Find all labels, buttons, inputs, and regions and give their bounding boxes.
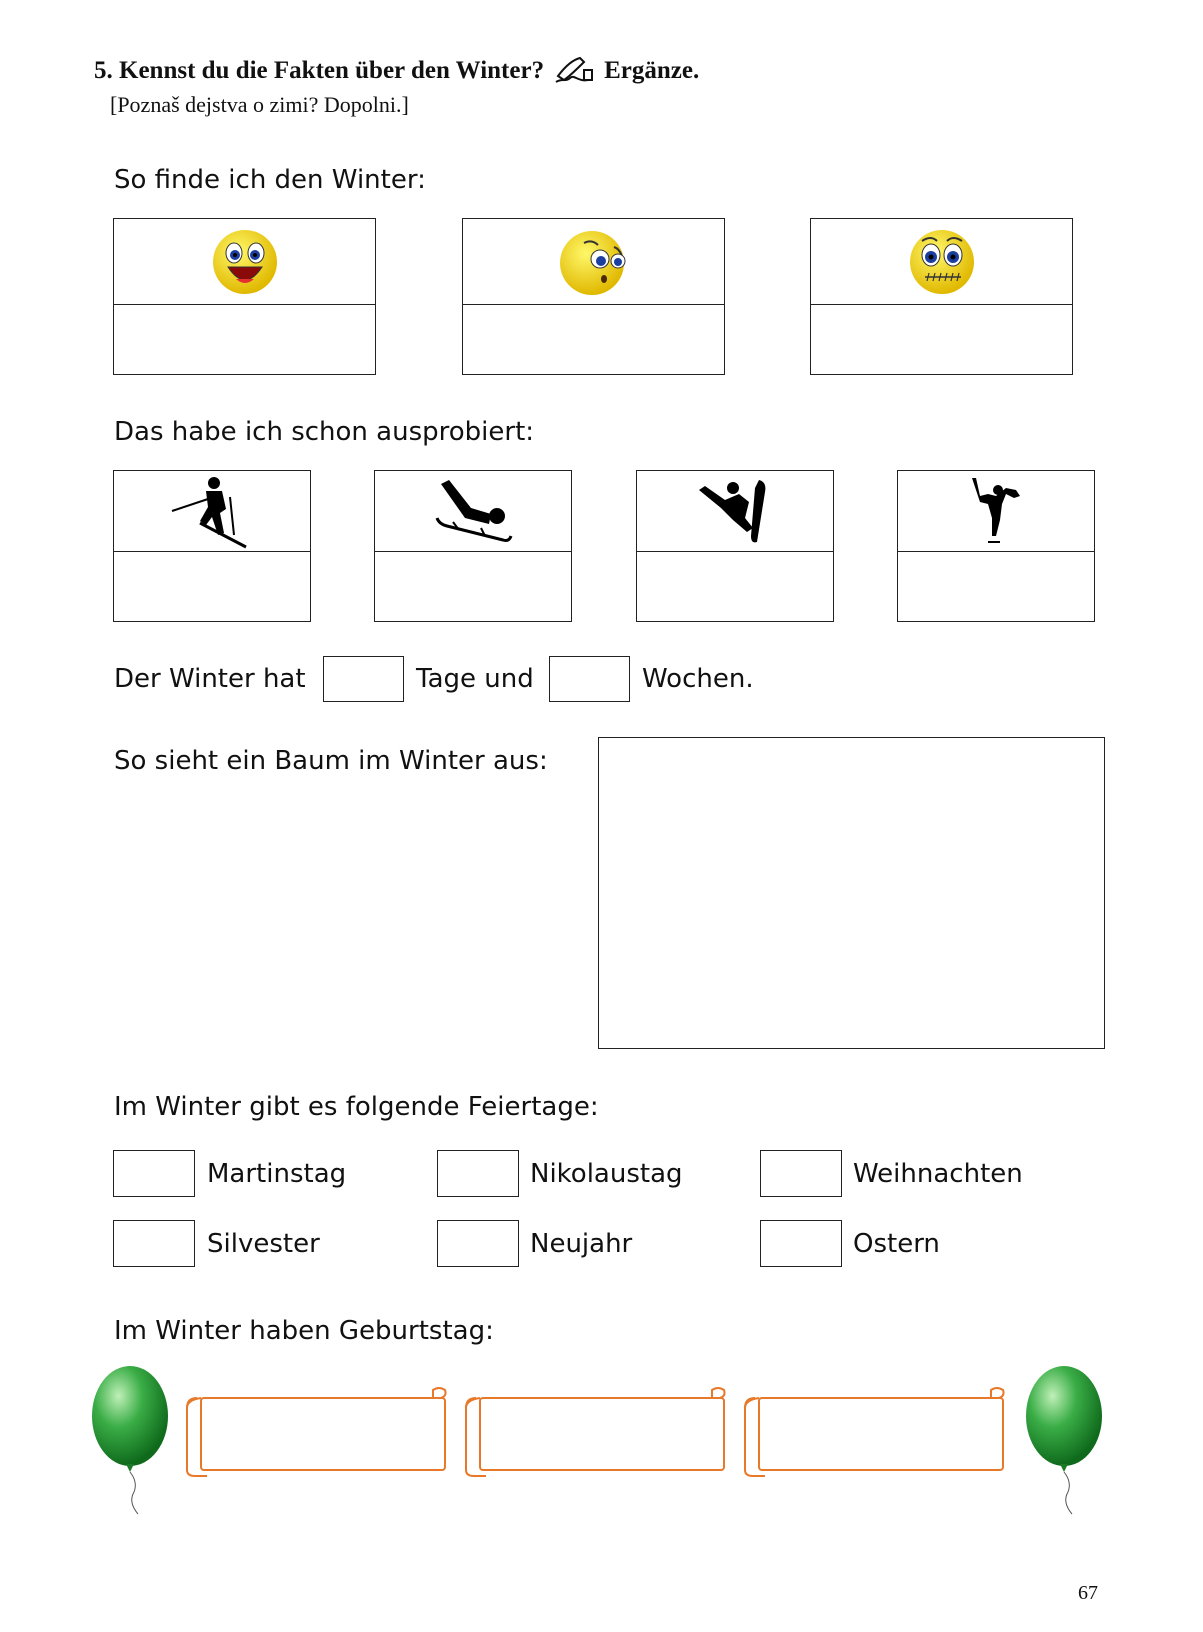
sport-box-sledding (374, 470, 572, 622)
birthdays-label: Im Winter haben Geburtstag: (114, 1316, 494, 1346)
opinion-face-cell (463, 219, 724, 305)
opinion-box-sad (462, 218, 725, 375)
holiday-label: Martinstag (207, 1159, 347, 1189)
holiday-checkbox[interactable] (437, 1150, 519, 1197)
holiday-label: Ostern (853, 1229, 940, 1259)
sports-label: Das habe ich schon ausprobiert: (114, 417, 535, 447)
holiday-label: Neujahr (530, 1229, 633, 1259)
holiday-checkbox[interactable] (113, 1220, 195, 1267)
birthday-scroll-field[interactable] (183, 1386, 449, 1478)
sport-box-skating (897, 470, 1095, 622)
birthday-scroll-field[interactable] (462, 1386, 728, 1478)
holiday-checkbox[interactable] (760, 1220, 842, 1267)
sport-box-skiing (113, 470, 311, 622)
task-number: 5. (94, 57, 113, 84)
task-question: Kennst du die Fakten über den Winter? (119, 57, 545, 84)
task-title (94, 56, 699, 86)
tree-drawing-area[interactable] (598, 737, 1105, 1049)
opinion-box-happy (113, 218, 376, 375)
opinion-box-worried (810, 218, 1073, 375)
holiday-checkbox[interactable] (760, 1150, 842, 1197)
duration-text-before: Der Winter hat (114, 664, 306, 694)
sport-icon-cell (637, 471, 833, 552)
snowboarding-icon (695, 478, 775, 544)
sad-face-icon (556, 229, 632, 295)
duration-text-middle: Tage und (416, 664, 534, 694)
holiday-label: Weihnachten (853, 1159, 1023, 1189)
weeks-input-box[interactable] (549, 656, 630, 702)
holidays-label: Im Winter gibt es folgende Feiertage: (114, 1092, 599, 1122)
holiday-label: Nikolaustag (530, 1159, 683, 1189)
holiday-label: Silvester (207, 1229, 320, 1259)
writing-hand-icon (554, 56, 594, 86)
skiing-icon (170, 475, 254, 547)
task-instruction: Ergänze. (604, 57, 700, 84)
sport-icon-cell (375, 471, 571, 552)
sport-icon-cell (114, 471, 310, 552)
duration-text-after: Wochen. (642, 664, 754, 694)
sport-icon-cell (898, 471, 1094, 552)
opinion-label: So finde ich den Winter: (114, 165, 426, 195)
page-number: 67 (1078, 1582, 1098, 1604)
birthday-scroll-field[interactable] (741, 1386, 1007, 1478)
sledding-icon (433, 478, 513, 544)
worried-face-icon (907, 229, 977, 295)
balloon-right-icon (1022, 1364, 1106, 1516)
sport-box-snowboarding (636, 470, 834, 622)
holiday-checkbox[interactable] (437, 1220, 519, 1267)
tree-label: So sieht ein Baum im Winter aus: (114, 746, 548, 776)
holiday-checkbox[interactable] (113, 1150, 195, 1197)
figure-skating-icon (966, 476, 1026, 546)
balloon-left-icon (88, 1364, 172, 1516)
opinion-face-cell (811, 219, 1072, 305)
opinion-face-cell (114, 219, 375, 305)
happy-face-icon (210, 229, 280, 295)
task-subtitle: [Poznaš dejstva o zimi? Dopolni.] (110, 92, 409, 117)
days-input-box[interactable] (323, 656, 404, 702)
